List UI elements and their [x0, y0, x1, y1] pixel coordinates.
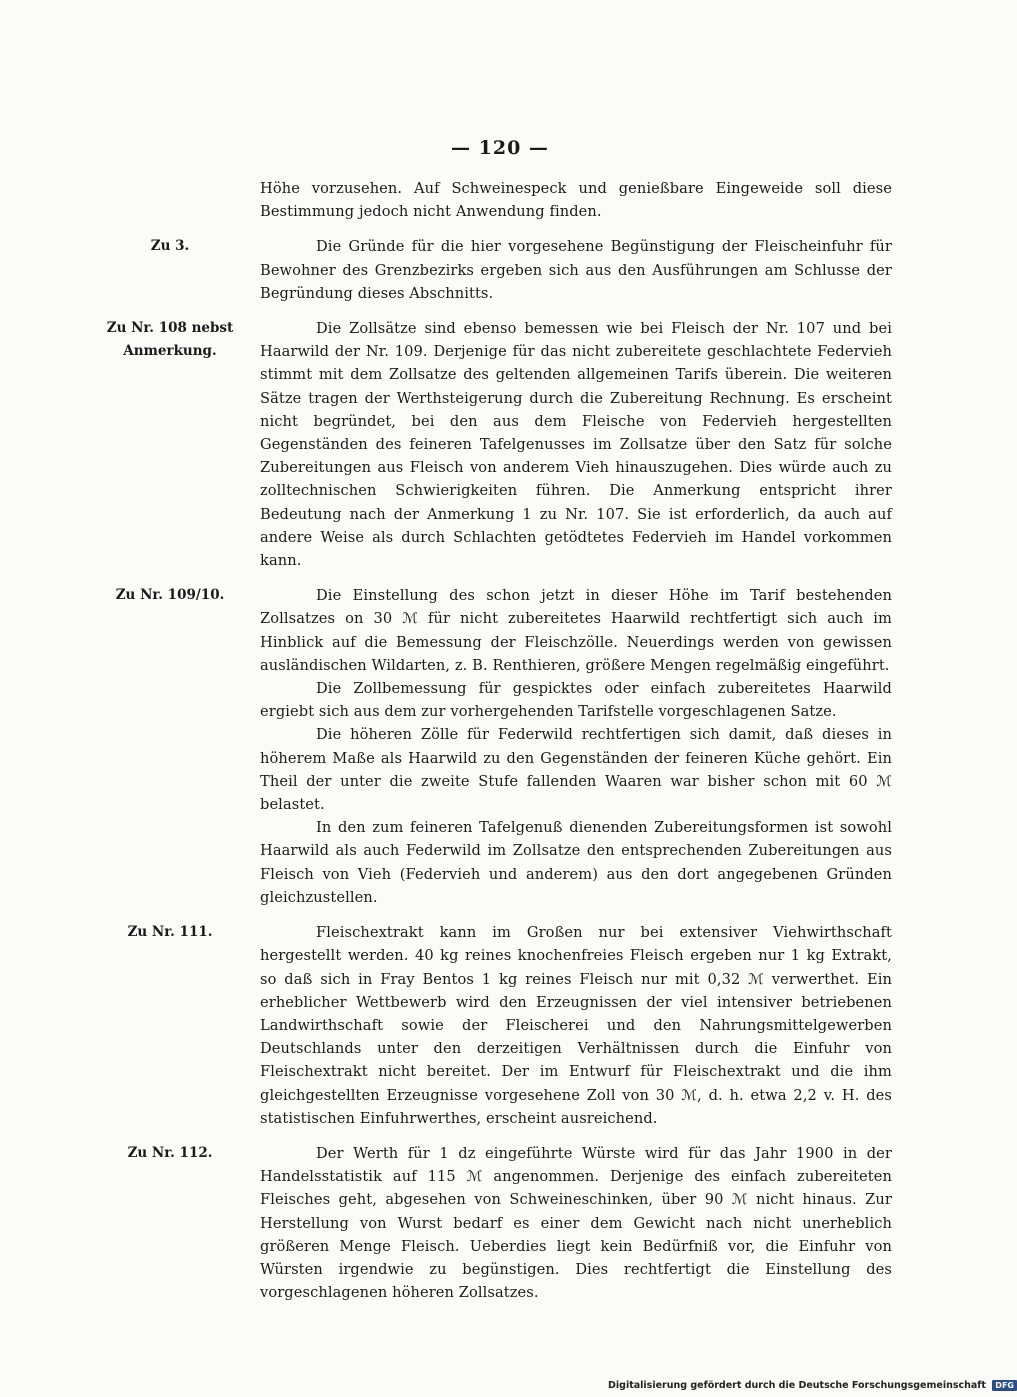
paragraph: Fleischextrakt kann im Großen nur bei extensiver Viehwirthschaft hergestellt werden. 40 kg reines knochenfreies Fleisch ergeben nur 1 kg Extrakt, so daß sich in Fray Bentos 1 kg reines Fleisch nur mit 0,32 ℳ verwerthet. Ein erheblicher Wettbewerb wird den Erzeugnissen der viel intensiver betriebenen Landwirthschaft sowie der Fleischerei und den Nahrungsmittelgewerben Deutschlands unter den derzeitigen Verhältnissen durch die Einfuhr von Fleischextrakt nicht bereitet. Der im Entwurf für Fleischextrakt und die ihm gleichgestellten Erzeugnisse vorgesehene Zoll von 30 ℳ, d. h. etwa 2,2 v. H. des statistischen Einfuhrwerthes, erscheint ausreichend.: [260, 924, 892, 1127]
section-zu-3: [0, 235, 1000, 305]
document-body: [0, 177, 1000, 1316]
paragraph: Die Gründe für die hier vorgesehene Begünstigung der Fleischeinfuhr für Bewohner des Grenzbezirks ergeben sich aus den Ausführungen am Schlusse der Begründung dieses Abschnitts.: [260, 238, 892, 302]
section-label: Zu 3.: [150, 238, 190, 255]
section-text: [260, 1142, 892, 1304]
paragraph: Die Zollsätze sind ebenso bemessen wie bei Fleisch der Nr. 107 und bei Haarwild der Nr. 109. Derjenige für das nicht zubereitete geschlachtete Federvieh stimmt mit dem Zollsatze des geltenden allgemeinen Tarifs überein. Die weiteren Sätze tragen der Werthsteigerung durch die Zubereitung Rechnung. Es erscheint nicht begründet, bei den aus dem Fleische von Federvieh hergestellten Gegenständen des feineren Tafelgenusses im Zollsatze über den Satz für solche Zubereitungen aus Fleisch von anderem Vieh hinauszugehen. Dies würde auch zu zolltechnischen Schwierigkeiten führen. Die Anmerkung entspricht ihrer Bedeutung nach der Anmerkung 1 zu Nr. 107. Sie ist erforderlich, da auch auf andere Weise als durch Schlachten getödtetes Federvieh im Handel vorkommen kann.: [260, 320, 892, 570]
section-intro: [0, 177, 1000, 223]
section-label: Zu Nr. 112.: [127, 1144, 213, 1161]
section-zu-nr-112: [0, 1142, 1000, 1304]
paragraph: In den zum feineren Tafelgenuß dienenden Zubereitungsformen ist sowohl Haarwild als auch Federwild im Zollsatze den entsprechenden Zubereitungen aus Fleisch von Vieh (Federvieh und anderem) aus den dort angegebenen Gründen gleichzustellen.: [260, 819, 892, 906]
section-label: Zu Nr. 109/10.: [115, 587, 225, 604]
section-zu-nr-111: [0, 921, 1000, 1130]
section-label: Zu Nr. 111.: [127, 924, 213, 941]
page-number: — 120 —: [451, 137, 549, 159]
paragraph: Die Einstellung des schon jetzt in dieser Höhe im Tarif bestehenden Zollsatzes on 30 ℳ für nicht zubereitetes Haarwild rechtfertigt sich auch im Hinblick auf die Bemessung der Fleischzölle. Neuerdings werden von gewissen ausländischen Wildarten, z. B. Renthieren, größere Mengen regelmäßig eingeführt.: [260, 587, 892, 674]
paragraph: Der Werth für 1 dz eingeführte Würste wird für das Jahr 1900 in der Handelsstatistik auf 115 ℳ angenommen. Derjenige des einfach zubereiteten Fleisches geht, abgesehen von Schweineschinken, über 90 ℳ nicht hinaus. Zur Herstellung von Wurst bedarf es einer dem Gewicht nach nicht unerheblich größeren Menge Fleisch. Ueberdies liegt kein Bedürfniß vor, die Einfuhr von Würsten irgendwie zu begünstigen. Dies rechtfertigt die Einstellung des vorgeschlagenen höheren Zollsatzes.: [260, 1144, 892, 1302]
paragraph: Die höheren Zölle für Federwild rechtfertigen sich damit, daß dieses in höherem Maße als Haarwild zu den Gegenständen der feineren Küche gehört. Ein Theil der unter die zweite Stufe fallenden Waaren war bisher schon mit 60 ℳ belastet.: [260, 726, 892, 814]
section-text: [260, 584, 892, 909]
section-zu-nr-108: [0, 317, 1000, 572]
section-text: [260, 235, 892, 305]
section-text: [260, 177, 892, 223]
section-text: [260, 317, 892, 572]
footer-text: Digitalisierung gefördert durch die Deutsche Forschungsgemeinschaft: [608, 1380, 986, 1391]
section-text: [260, 921, 892, 1130]
digitization-footer: [608, 1380, 1017, 1391]
paragraph: Die Zollbemessung für gespicktes oder einfach zubereitetes Haarwild ergiebt sich aus dem zur vorhergehenden Tarifstelle vorgeschlagenen Satze.: [260, 680, 892, 721]
dfg-logo: DFG: [992, 1380, 1017, 1391]
paragraph: Höhe vorzusehen. Auf Schweinespeck und genießbare Eingeweide soll diese Bestimmung jedoch nicht Anwendung finden.: [260, 180, 892, 221]
section-zu-nr-109-10: [0, 584, 1000, 909]
section-label: Zu Nr. 108 nebst Anmerkung.: [106, 320, 234, 360]
